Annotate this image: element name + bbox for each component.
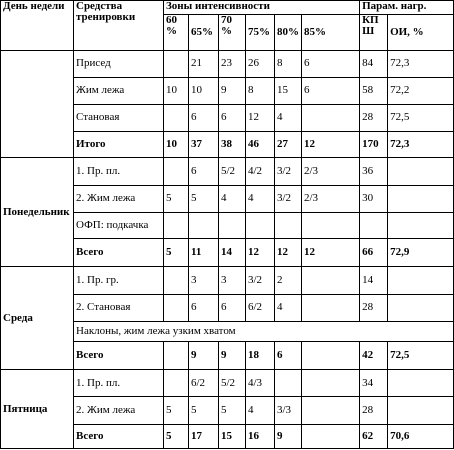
kpsh-cell: 58 [360, 77, 388, 104]
kpsh-cell: 62 [360, 424, 388, 448]
zone-80-cell [275, 370, 302, 397]
oi-cell: 72,3 [388, 132, 454, 158]
zone-65-cell: 5 [189, 397, 219, 424]
kpsh-cell: 28 [360, 294, 388, 321]
oi-cell [388, 185, 454, 212]
monday-row [1, 158, 454, 185]
zone-70-cell: 6 [219, 294, 246, 321]
zone-60-cell [164, 267, 189, 294]
zone-75-cell: 4 [246, 397, 275, 424]
zone-70-cell: 14 [219, 239, 246, 267]
zone-80-cell: 4 [275, 294, 302, 321]
oi-cell [388, 212, 454, 238]
zone-65-cell: 6 [189, 158, 219, 185]
zone-80-cell: 3/2 [275, 185, 302, 212]
zone-85-cell [302, 212, 360, 238]
zone-60-cell [164, 370, 189, 397]
zone-70-cell: 9 [219, 341, 246, 369]
oi-cell: 70,6 [388, 424, 454, 448]
zone-70-cell: 4 [219, 185, 246, 212]
header-zone-80 [275, 14, 302, 51]
zone-85-cell [302, 294, 360, 321]
header-zone-70-pct: % [221, 24, 232, 37]
zone-75-cell: 6/2 [246, 294, 275, 321]
zone-65-cell: 21 [189, 51, 219, 77]
zone-75-cell: 18 [246, 341, 275, 369]
zone-80-cell: 9 [275, 424, 302, 448]
zone-85-cell: 12 [302, 239, 360, 267]
zone-75-cell: 3/2 [246, 267, 275, 294]
zone-65-cell: 10 [189, 77, 219, 104]
header-zone-85-label: 85% [304, 25, 326, 38]
zone-85-cell [302, 341, 360, 369]
zone-75-cell [246, 212, 275, 238]
exercise-name: Жим лежа [74, 77, 164, 104]
oi-cell [388, 397, 454, 424]
zone-65-cell: 17 [189, 424, 219, 448]
zone-70-cell: 5 [219, 397, 246, 424]
summary-row [1, 51, 454, 77]
exercise-name: 1. Пр. пл. [74, 158, 164, 185]
oi-cell [388, 267, 454, 294]
exercise-name: 2. Жим лежа [74, 397, 164, 424]
zone-80-cell: 8 [275, 51, 302, 77]
zone-60-cell: 5 [164, 397, 189, 424]
zone-70-cell: 38 [219, 132, 246, 158]
kpsh-cell: 66 [360, 239, 388, 267]
header-zone-65 [189, 14, 219, 51]
zone-75-cell: 12 [246, 104, 275, 131]
zone-75-cell: 4/2 [246, 158, 275, 185]
exercise-name: 1. Пр. гр. [74, 267, 164, 294]
exercise-name: 2. Жим лежа [74, 185, 164, 212]
total-label: Всего [74, 341, 164, 369]
zone-70-cell: 6 [219, 104, 246, 131]
zone-80-cell: 3/3 [275, 397, 302, 424]
zone-70-cell: 5/2 [219, 370, 246, 397]
wednesday-row [1, 267, 454, 294]
kpsh-cell: 170 [360, 132, 388, 158]
zone-85-cell [302, 424, 360, 448]
header-zone-70 [219, 14, 246, 51]
zone-80-cell: 27 [275, 132, 302, 158]
zone-85-cell [302, 397, 360, 424]
header-zone-85 [302, 14, 360, 51]
zone-75-cell: 26 [246, 51, 275, 77]
zone-60-cell [164, 212, 189, 238]
header-means [74, 1, 164, 51]
oi-cell [388, 370, 454, 397]
header-zone-65-label: 65% [191, 25, 213, 38]
zone-85-cell: 12 [302, 132, 360, 158]
kpsh-cell: 14 [360, 267, 388, 294]
oi-cell: 72,5 [388, 341, 454, 369]
oi-cell [388, 294, 454, 321]
zone-85-cell [302, 370, 360, 397]
zone-85-cell [302, 104, 360, 131]
zone-80-cell: 12 [275, 239, 302, 267]
header-params: Парам. нагр. [360, 1, 454, 15]
zone-65-cell [189, 212, 219, 238]
header-means-line2: тренировки [76, 11, 136, 23]
day-wednesday: Среда [1, 267, 74, 370]
zone-65-cell: 3 [189, 267, 219, 294]
header-zone-60-num: 60 [166, 14, 177, 26]
header-oi [388, 14, 454, 51]
zone-75-cell: 4 [246, 185, 275, 212]
zone-70-cell [219, 212, 246, 238]
zone-60-cell [164, 104, 189, 131]
kpsh-cell: 28 [360, 397, 388, 424]
zone-60-cell [164, 341, 189, 369]
header-means-line1: Средства [76, 0, 123, 12]
header-zone-70-num: 70 [221, 14, 232, 26]
zone-80-cell: 4 [275, 104, 302, 131]
oi-cell: 72,5 [388, 104, 454, 131]
zone-85-cell: 2/3 [302, 158, 360, 185]
total-label: Всего [74, 239, 164, 267]
header-zone-60-pct: % [166, 24, 177, 37]
summary-day-cell [1, 51, 74, 158]
oi-cell: 72,2 [388, 77, 454, 104]
zone-70-cell: 23 [219, 51, 246, 77]
header-zone-80-label: 80% [277, 25, 299, 38]
zone-70-cell: 15 [219, 424, 246, 448]
zone-65-cell: 37 [189, 132, 219, 158]
exercise-name: 2. Становая [74, 294, 164, 321]
wednesday-note: Наклоны, жим лежа узким хватом [74, 321, 454, 341]
kpsh-cell: 84 [360, 51, 388, 77]
zone-80-cell: 15 [275, 77, 302, 104]
zone-60-cell [164, 51, 189, 77]
zone-60-cell: 10 [164, 132, 189, 158]
monday-note: ОФП: подкачка [74, 212, 164, 238]
exercise-name: Становая [74, 104, 164, 131]
zone-80-cell: 2 [275, 267, 302, 294]
day-friday: Пятница [1, 370, 74, 449]
zone-70-cell: 5/2 [219, 158, 246, 185]
zone-75-cell: 4/3 [246, 370, 275, 397]
header-kpsh-line1: КП [362, 14, 379, 26]
oi-cell: 72,9 [388, 239, 454, 267]
zone-75-cell: 46 [246, 132, 275, 158]
exercise-name: 1. Пр. пл. [74, 370, 164, 397]
total-label: Всего [74, 424, 164, 448]
zone-60-cell: 5 [164, 185, 189, 212]
zone-60-cell: 10 [164, 77, 189, 104]
header-kpsh-line2: Ш [362, 24, 375, 37]
zone-70-cell: 9 [219, 77, 246, 104]
zone-70-cell: 3 [219, 267, 246, 294]
zone-80-cell [275, 212, 302, 238]
header-kpsh [360, 14, 388, 51]
zone-65-cell: 11 [189, 239, 219, 267]
day-monday: Понедельник [1, 158, 74, 267]
zone-75-cell: 8 [246, 77, 275, 104]
zone-85-cell [302, 267, 360, 294]
zone-65-cell: 5 [189, 185, 219, 212]
kpsh-cell: 42 [360, 341, 388, 369]
header-zone-60 [164, 14, 189, 51]
friday-row [1, 370, 454, 397]
kpsh-cell: 28 [360, 104, 388, 131]
zone-60-cell: 5 [164, 239, 189, 267]
kpsh-cell: 36 [360, 158, 388, 185]
zone-75-cell: 12 [246, 239, 275, 267]
kpsh-cell: 30 [360, 185, 388, 212]
zone-85-cell: 2/3 [302, 185, 360, 212]
header-day: День недели [1, 1, 74, 51]
zone-85-cell: 6 [302, 77, 360, 104]
zone-65-cell: 9 [189, 341, 219, 369]
header-zone-75 [246, 14, 275, 51]
zone-80-cell: 6 [275, 341, 302, 369]
header-row-top [1, 1, 454, 15]
zone-60-cell [164, 158, 189, 185]
kpsh-cell [360, 212, 388, 238]
zone-60-cell: 5 [164, 424, 189, 448]
total-label: Итого [74, 132, 164, 158]
header-zones: Зоны интенсивности [164, 1, 360, 15]
zone-65-cell: 6/2 [189, 370, 219, 397]
kpsh-cell: 34 [360, 370, 388, 397]
header-oi-label: ОИ, % [390, 25, 424, 38]
header-zone-75-label: 75% [248, 25, 270, 38]
oi-cell [388, 158, 454, 185]
zone-80-cell: 3/2 [275, 158, 302, 185]
zone-60-cell [164, 294, 189, 321]
oi-cell: 72,3 [388, 51, 454, 77]
exercise-name: Присед [74, 51, 164, 77]
zone-75-cell: 16 [246, 424, 275, 448]
zone-65-cell: 6 [189, 294, 219, 321]
zone-65-cell: 6 [189, 104, 219, 131]
zone-85-cell: 6 [302, 51, 360, 77]
